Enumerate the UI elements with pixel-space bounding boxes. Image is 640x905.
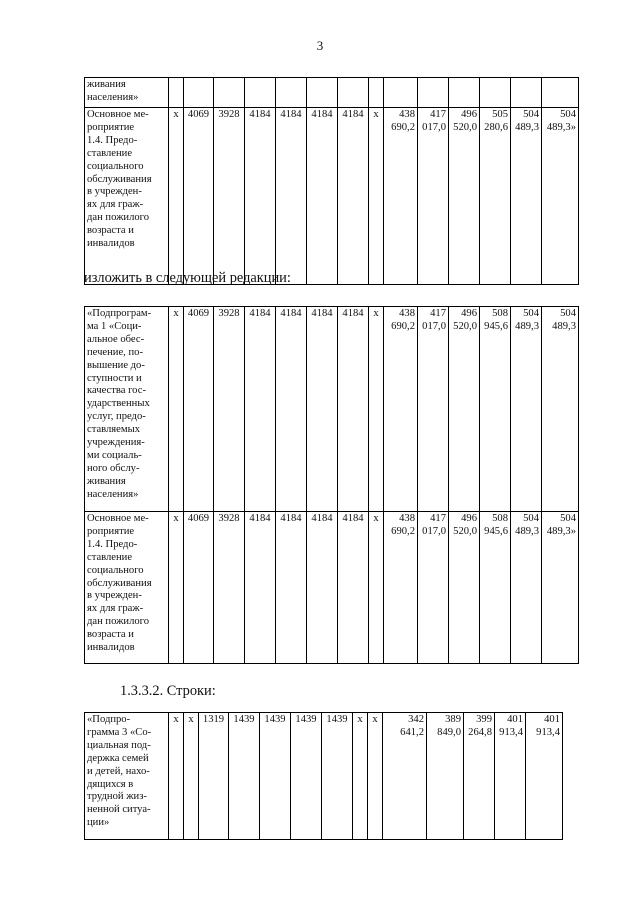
table-cell xyxy=(449,108,480,285)
table-cell: х xyxy=(169,713,184,840)
row-name-line: живания xyxy=(87,475,126,487)
cell-value-part: 417 xyxy=(430,109,446,120)
cell-value-part: 496 xyxy=(461,513,477,524)
table-cell: 3928 xyxy=(214,108,245,285)
table-cell xyxy=(214,78,245,108)
cell-value-part: 913,4 xyxy=(499,726,523,738)
table-budget-part-1 xyxy=(84,77,579,285)
table-cell: 4069 xyxy=(184,512,214,664)
table-cell: 4184 xyxy=(276,307,307,512)
table-cell xyxy=(338,78,369,108)
table-cell: 4184 xyxy=(245,307,276,512)
table-cell: 4184 xyxy=(245,108,276,285)
table-cell xyxy=(449,78,480,108)
table-row xyxy=(85,78,579,108)
table-cell: 4069 xyxy=(184,307,214,512)
row-name-line: ях для граж- xyxy=(87,603,144,615)
row-name-line: ударственных xyxy=(87,398,150,410)
table-cell: х xyxy=(353,713,368,840)
row-name-line: вышение до- xyxy=(87,359,145,371)
cell-value-part: 489,3 xyxy=(515,525,539,537)
cell-value-part: 438 xyxy=(399,308,415,319)
row-name-line: социального xyxy=(87,564,144,576)
table-cell: 4184 xyxy=(307,108,338,285)
table-cell xyxy=(480,108,511,285)
table-cell xyxy=(384,78,418,108)
cell-value-part: 017,0 xyxy=(422,525,446,537)
cell-value-part: 641,2 xyxy=(400,726,424,738)
cell-value-part: 504 xyxy=(560,109,576,120)
cell-value-part: 508 xyxy=(492,513,508,524)
row-name-line: «Подпрограм- xyxy=(87,308,152,319)
cell-value-part: 489,3» xyxy=(546,525,576,537)
table-cell: 4184 xyxy=(307,512,338,664)
row-name-line: ступности и xyxy=(87,372,142,384)
cell-value-part: 849,0 xyxy=(437,726,461,738)
cell-value-part: 489,3 xyxy=(515,121,539,133)
page-number: 3 xyxy=(316,38,324,53)
cell-value-part: 505 xyxy=(492,109,508,120)
table-row xyxy=(85,713,563,840)
row-name-line: ставление xyxy=(87,551,133,563)
table-cell xyxy=(418,108,449,285)
row-name-line: обслуживания xyxy=(87,173,152,185)
table-cell xyxy=(511,78,542,108)
table-cell: 4184 xyxy=(338,108,369,285)
row-name-line: обслуживания xyxy=(87,577,152,589)
row-name-line: циальная под- xyxy=(87,739,151,751)
table-cell xyxy=(418,512,449,664)
row-name-line: инвалидов xyxy=(87,238,135,250)
table-cell xyxy=(307,78,338,108)
row-name-line: альное обес- xyxy=(87,333,145,345)
table-cell: 1439 xyxy=(260,713,291,840)
row-name-line: Основное ме- xyxy=(87,513,149,524)
row-name-line: дящихся в xyxy=(87,778,134,790)
cell-value-part: 504 xyxy=(523,308,539,319)
cell-value-part: 520,0 xyxy=(453,525,477,537)
row-name-line: ставляемых xyxy=(87,424,141,436)
row-name-line: учреждения- xyxy=(87,437,145,449)
cell-value-part: 489,3» xyxy=(546,121,576,133)
row-name-line: в учрежден- xyxy=(87,590,142,602)
cell-value-part: 342 xyxy=(408,714,424,725)
row-name-line: трудной жиз- xyxy=(87,791,147,803)
table-cell xyxy=(184,78,214,108)
cell-value-part: 401 xyxy=(507,714,523,725)
cell-value-part: 913,4 xyxy=(536,726,560,738)
table-cell xyxy=(384,307,418,512)
table-cell: х xyxy=(368,713,383,840)
row-name-line: «Подпро- xyxy=(87,714,131,725)
instruction-text: изложить в следующей редакции: xyxy=(84,270,291,286)
row-name-line: услуг, предо- xyxy=(87,411,146,423)
row-name-line: социального xyxy=(87,160,144,172)
table-cell xyxy=(511,512,542,664)
row-name-line: Основное ме- xyxy=(87,109,149,120)
cell-value-part: 520,0 xyxy=(453,121,477,133)
table-cell xyxy=(384,512,418,664)
table-cell: 4184 xyxy=(276,108,307,285)
cell-value-part: 504 xyxy=(560,308,576,319)
row-name-line: возраста и xyxy=(87,629,134,641)
table-cell: х xyxy=(184,713,199,840)
table-cell xyxy=(511,307,542,512)
row-name-line: роприятие xyxy=(87,121,135,133)
cell-value-part: 017,0 xyxy=(422,121,446,133)
row-name-line: ма 1 «Соци- xyxy=(87,320,142,332)
cell-value-part: 438 xyxy=(399,513,415,524)
table-cell: 4184 xyxy=(338,307,369,512)
cell-value-part: 504 xyxy=(523,513,539,524)
table-cell: 1439 xyxy=(322,713,353,840)
section-heading: 1.3.3.2. Строки: xyxy=(120,683,216,699)
row-name-cell xyxy=(85,512,169,664)
row-name-line: ции» xyxy=(87,817,110,829)
table-cell xyxy=(276,78,307,108)
row-name-line: инвалидов xyxy=(87,642,135,654)
cell-value-part: 489,3 xyxy=(515,320,539,332)
row-name-line: в учрежден- xyxy=(87,186,142,198)
table-cell xyxy=(427,713,464,840)
row-name-line: ях для граж- xyxy=(87,199,144,211)
table-cell xyxy=(542,108,579,285)
cell-value-part: 496 xyxy=(461,308,477,319)
cell-value-part: 520,0 xyxy=(453,320,477,332)
cell-value-part: 417 xyxy=(430,308,446,319)
table-cell xyxy=(383,713,427,840)
table-cell: х xyxy=(169,512,184,664)
table-row xyxy=(85,512,579,664)
row-name-line: населения» xyxy=(87,488,139,500)
cell-value-part: 690,2 xyxy=(391,121,415,133)
table-cell xyxy=(480,78,511,108)
table-cell: 4184 xyxy=(276,512,307,664)
table-cell xyxy=(384,108,418,285)
table-budget-new-edition xyxy=(84,306,579,664)
cell-value-part: 438 xyxy=(399,109,415,120)
cell-value-part: 401 xyxy=(544,714,560,725)
row-name-line: грамма 3 «Со- xyxy=(87,726,152,738)
cell-value-part: 504 xyxy=(523,109,539,120)
cell-value-part: 945,6 xyxy=(484,525,508,537)
table-cell xyxy=(369,78,384,108)
row-name-line: держка семей xyxy=(87,752,149,764)
row-name-line: дан пожилого xyxy=(87,212,150,224)
cell-value-part: 389 xyxy=(445,714,461,725)
table-cell xyxy=(542,307,579,512)
table-cell: х xyxy=(369,108,384,285)
table-cell xyxy=(542,78,579,108)
table-cell xyxy=(526,713,563,840)
table-cell xyxy=(480,512,511,664)
table-cell: 4184 xyxy=(338,512,369,664)
table-cell: 4184 xyxy=(245,512,276,664)
table-budget-part-3 xyxy=(84,712,563,840)
table-cell xyxy=(511,108,542,285)
cell-value-part: 017,0 xyxy=(422,320,446,332)
cell-value-part: 504 xyxy=(560,513,576,524)
table-cell xyxy=(464,713,495,840)
table-cell xyxy=(449,512,480,664)
cell-value-part: 399 xyxy=(476,714,492,725)
table-row xyxy=(85,108,579,285)
row-name-cell xyxy=(85,78,169,108)
table-cell xyxy=(418,78,449,108)
table-cell: 4069 xyxy=(184,108,214,285)
row-name-line: 1.4. Предо- xyxy=(87,538,138,550)
table-cell xyxy=(495,713,526,840)
row-name-line: живания xyxy=(87,79,126,90)
cell-value-part: 417 xyxy=(430,513,446,524)
row-name-line: 1.4. Предо- xyxy=(87,134,138,146)
table-cell xyxy=(449,307,480,512)
row-name-line: ного обслу- xyxy=(87,462,140,474)
table-cell: х xyxy=(369,512,384,664)
table-cell: 3928 xyxy=(214,307,245,512)
cell-value-part: 496 xyxy=(461,109,477,120)
row-name-line: роприятие xyxy=(87,525,135,537)
cell-value-part: 945,6 xyxy=(484,320,508,332)
cell-value-part: 508 xyxy=(492,308,508,319)
cell-value-part: 280,6 xyxy=(484,121,508,133)
table-cell xyxy=(542,512,579,664)
table-cell: 4184 xyxy=(307,307,338,512)
row-name-cell xyxy=(85,713,169,840)
table-cell: 1439 xyxy=(229,713,260,840)
table-cell xyxy=(169,78,184,108)
row-name-line: ми социаль- xyxy=(87,449,142,461)
row-name-line: дан пожилого xyxy=(87,616,150,628)
table-cell: 3928 xyxy=(214,512,245,664)
table-cell: 1319 xyxy=(199,713,229,840)
table-cell: х xyxy=(369,307,384,512)
table-cell: х xyxy=(169,307,184,512)
row-name-cell xyxy=(85,108,169,285)
cell-value-part: 489,3 xyxy=(552,320,576,332)
row-name-line: ненной ситуа- xyxy=(87,804,151,816)
table-cell xyxy=(245,78,276,108)
row-name-cell xyxy=(85,307,169,512)
cell-value-part: 264,8 xyxy=(468,726,492,738)
row-name-line: и детей, нахо- xyxy=(87,765,150,777)
row-name-line: ставление xyxy=(87,147,133,159)
cell-value-part: 690,2 xyxy=(391,525,415,537)
row-name-line: возраста и xyxy=(87,225,134,237)
table-cell xyxy=(418,307,449,512)
row-name-line: населения» xyxy=(87,91,139,103)
cell-value-part: 690,2 xyxy=(391,320,415,332)
row-name-line: качества гос- xyxy=(87,385,146,397)
table-cell: 1439 xyxy=(291,713,322,840)
table-cell: х xyxy=(169,108,184,285)
table-cell xyxy=(480,307,511,512)
row-name-line: печение, по- xyxy=(87,346,143,358)
table-row xyxy=(85,307,579,512)
